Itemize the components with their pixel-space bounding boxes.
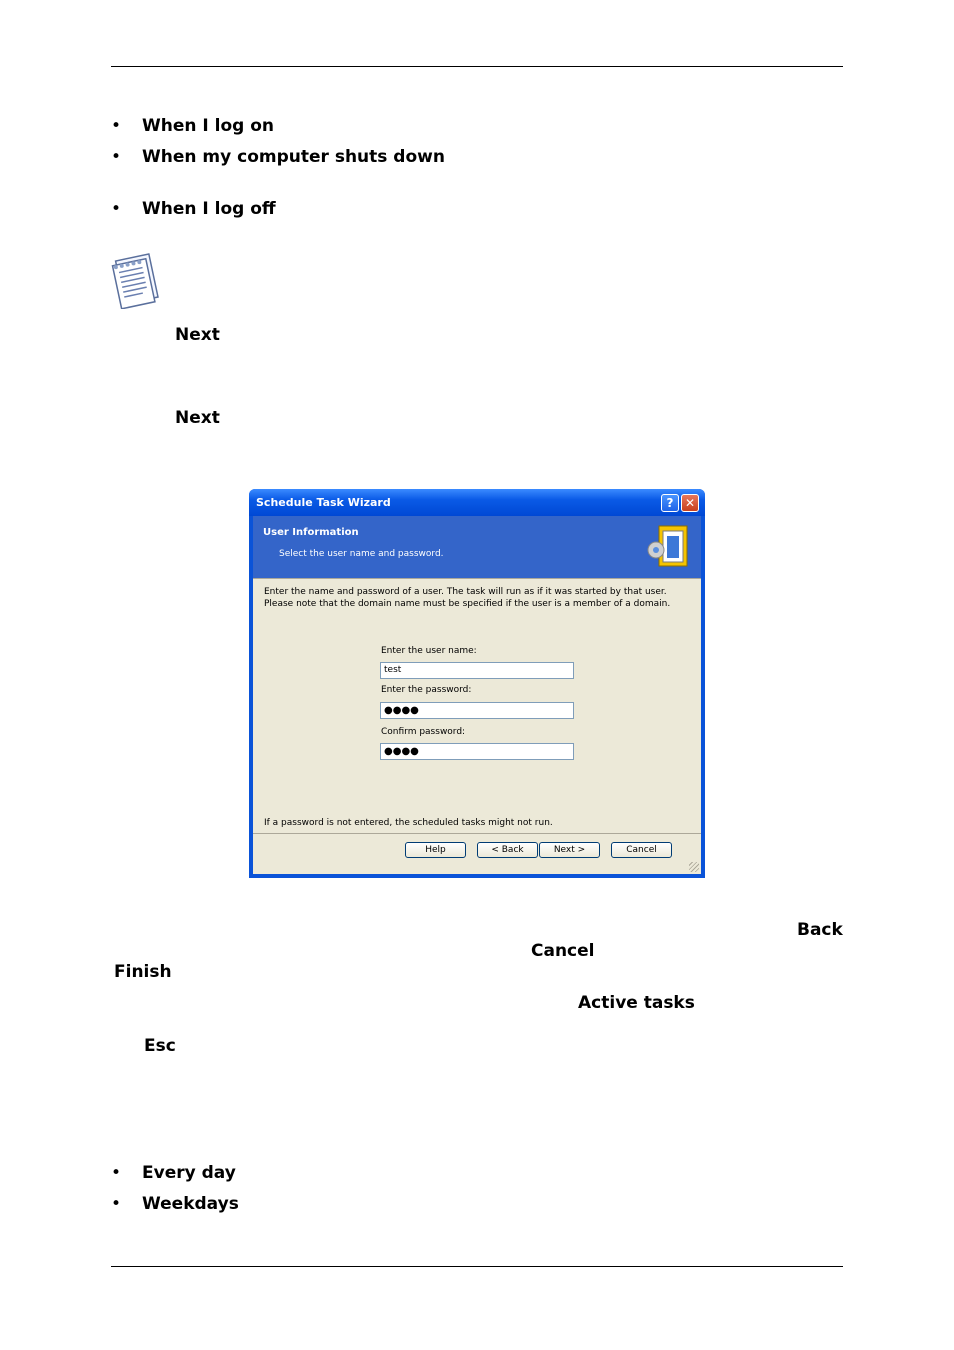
note-icon: [110, 251, 164, 309]
header-title: User Information: [263, 527, 359, 538]
bullet-text: Weekdays: [142, 1194, 239, 1214]
body-separator: [253, 578, 701, 579]
footer-rule: [111, 1266, 843, 1267]
bullet-text: When I log on: [142, 116, 275, 136]
next-term-2: Next: [175, 408, 220, 428]
esc-term: Esc: [144, 1036, 176, 1056]
active-tasks-term: Active tasks: [578, 993, 695, 1013]
bullet-weekdays: [111, 1194, 239, 1214]
confirm-password-input[interactable]: ●●●●: [380, 743, 574, 760]
password-warning: If a password is not entered, the scheduled tasks might not run.: [264, 818, 553, 828]
back-term: Back: [797, 920, 843, 940]
bullet-dot: •: [111, 199, 122, 219]
bullet-dot: •: [111, 1163, 122, 1183]
bullet-dot: •: [111, 1194, 122, 1214]
username-label: Enter the user name:: [381, 646, 477, 656]
header-subtitle: Select the user name and password.: [279, 549, 444, 559]
bullet-text: Every day: [142, 1163, 236, 1183]
bullet-every-day: [111, 1163, 236, 1183]
schedule-task-wizard-dialog: [249, 489, 705, 878]
bullet-shuts-down: [111, 147, 445, 167]
button-separator: [253, 833, 701, 834]
wizard-header: [253, 516, 701, 578]
bullet-log-off: [111, 199, 276, 219]
finish-term: Finish: [114, 962, 172, 982]
wizard-door-icon: [647, 524, 691, 570]
bullet-text: When my computer shuts down: [142, 147, 445, 167]
wizard-body: [253, 578, 701, 874]
close-icon[interactable]: ✕: [681, 494, 699, 512]
resize-grip-icon[interactable]: [689, 862, 699, 872]
next-term-1: Next: [175, 325, 220, 345]
help-button[interactable]: Help: [405, 842, 466, 858]
confirm-password-label: Confirm password:: [381, 727, 466, 737]
bullet-dot: •: [111, 147, 122, 167]
next-button[interactable]: Next >: [539, 842, 600, 858]
bullet-text: When I log off: [142, 199, 276, 219]
back-button[interactable]: < Back: [477, 842, 538, 858]
wizard-description: Enter the name and password of a user. The task will run as if it was started by that user. Please note that the domain name must be specified if the user is a member of a domain.: [264, 587, 671, 609]
username-input[interactable]: test: [380, 662, 574, 679]
help-icon[interactable]: ?: [661, 494, 679, 512]
dialog-title: Schedule Task Wizard: [256, 496, 391, 509]
header-rule: [111, 66, 843, 67]
password-input[interactable]: ●●●●: [380, 702, 574, 719]
cancel-term: Cancel: [531, 941, 595, 961]
bullet-log-on: [111, 116, 274, 136]
dialog-titlebar[interactable]: [249, 489, 705, 516]
bullet-dot: •: [111, 116, 122, 136]
password-label: Enter the password:: [381, 685, 472, 695]
cancel-button[interactable]: Cancel: [611, 842, 672, 858]
